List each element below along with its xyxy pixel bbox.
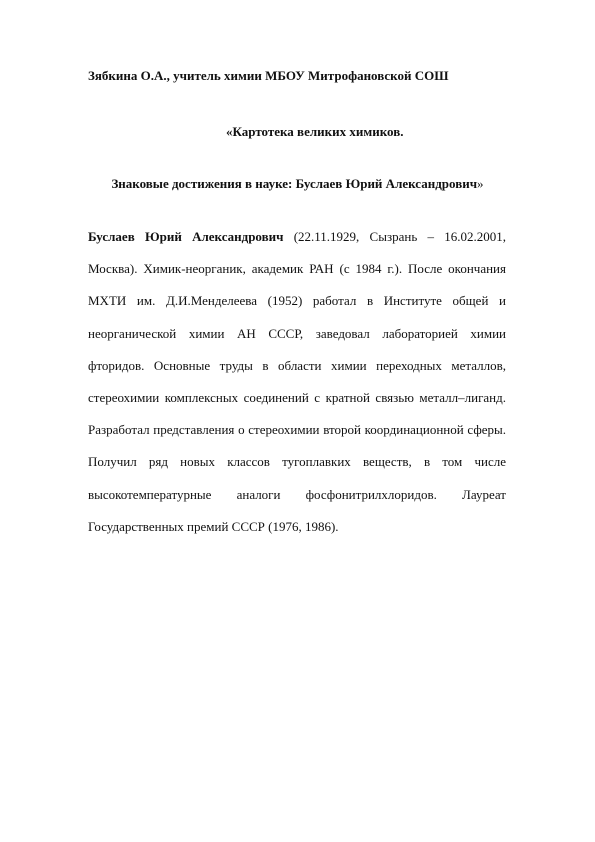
title-line-2-close-quote: » — [477, 176, 484, 191]
author-line: Зябкина О.А., учитель химии МБОУ Митрофановской СОШ — [88, 68, 449, 83]
body-paragraph — [88, 221, 506, 543]
title-line-2 — [0, 176, 595, 192]
title-line-1: «Картотека великих химиков. — [226, 124, 404, 139]
title-line-2-main: Знаковые достижения в науке: Буслаев Юрий Александрович — [111, 176, 478, 191]
body-paragraph-text: (22.11.1929, Сызрань – 16.02.2001, Москва). Химик-неорганик, академик РАН (с 1984 г.). После окончания МХТИ им. Д.И.Менделеева (1952) работал в Институте общей и неорганической химии АН СССР, заведовал лабораторией химии фторидов. Основные труды в области химии переходных металлов, стереохимии комплексных соединений с кратной связью металл–лиганд. Разработал представления о стереохимии второй координационной сферы. Получил ряд новых классов тугоплавких веществ, в том числе высокотемпературные аналоги фосфонитрилхлоридов. Лауреат Государственных премий СССР (1976, 1986). — [88, 229, 507, 534]
scientist-name: Буслаев Юрий Александрович — [88, 229, 284, 244]
